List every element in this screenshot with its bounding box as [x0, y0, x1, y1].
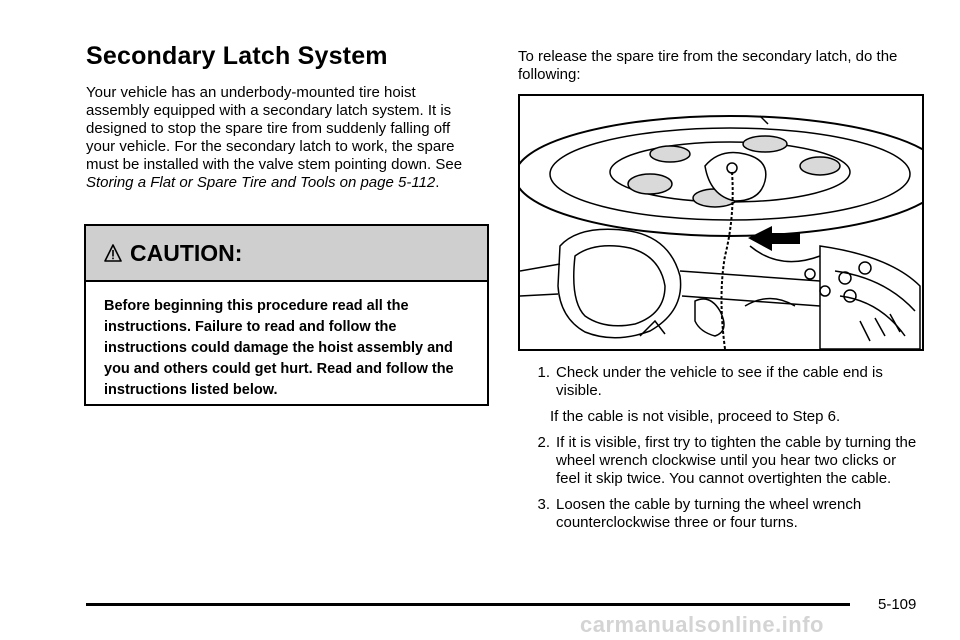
spare-tire-underbody-illustration: [520, 96, 922, 349]
step-text: Loosen the cable by turning the wheel wrench counterclockwise three or four turns.: [556, 496, 862, 531]
caution-box: [84, 224, 489, 406]
step-text: If it is visible, first try to tighten the cable by turning the wheel wrench clockwise until you hear two clicks or feel it skip twice. You cannot overtighten the cable.: [556, 434, 917, 487]
list-item: [518, 496, 918, 532]
step-text: Check under the vehicle to see if the cable end is visible.: [556, 364, 883, 399]
caution-title: CAUTION:: [130, 239, 243, 266]
step-note: If the cable is not visible, proceed to Step 6.: [550, 408, 841, 425]
watermark: carmanualsonline.info: [580, 612, 824, 637]
release-intro: To release the spare tire from the secondary latch, do the following:: [518, 48, 898, 83]
footer-rule: [86, 603, 850, 606]
page-number: 5-109: [878, 596, 917, 613]
list-item: [518, 434, 918, 488]
step-number: 3.: [537, 496, 550, 513]
intro-paragraph: [86, 84, 476, 192]
warning-triangle-icon: [102, 242, 124, 264]
list-item: [518, 364, 918, 426]
caution-header: [86, 226, 487, 282]
spare-tire-illustration: [518, 94, 924, 351]
caution-body: Before beginning this procedure read all the instructions. Failure to read and follow the instructions could damage the hoist assembly and you and others could get hurt. Read and follow the instructions listed below.: [104, 298, 454, 398]
cross-reference-link: Storing a Flat or Spare Tire and Tools on page 5-112: [86, 174, 436, 191]
intro-text: Your vehicle has an underbody-mounted tire hoist assembly equipped with a secondary latch system. It is designed to stop the spare tire from suddenly falling off your vehicle. For the secondary latch to work, the spare must be installed with the valve stem pointing down. See: [86, 84, 463, 173]
step-number: 1.: [537, 364, 550, 381]
steps-list: [518, 364, 918, 540]
step-number: 2.: [537, 434, 550, 451]
intro-end: .: [435, 174, 440, 191]
page-title: Secondary Latch System: [86, 42, 388, 70]
